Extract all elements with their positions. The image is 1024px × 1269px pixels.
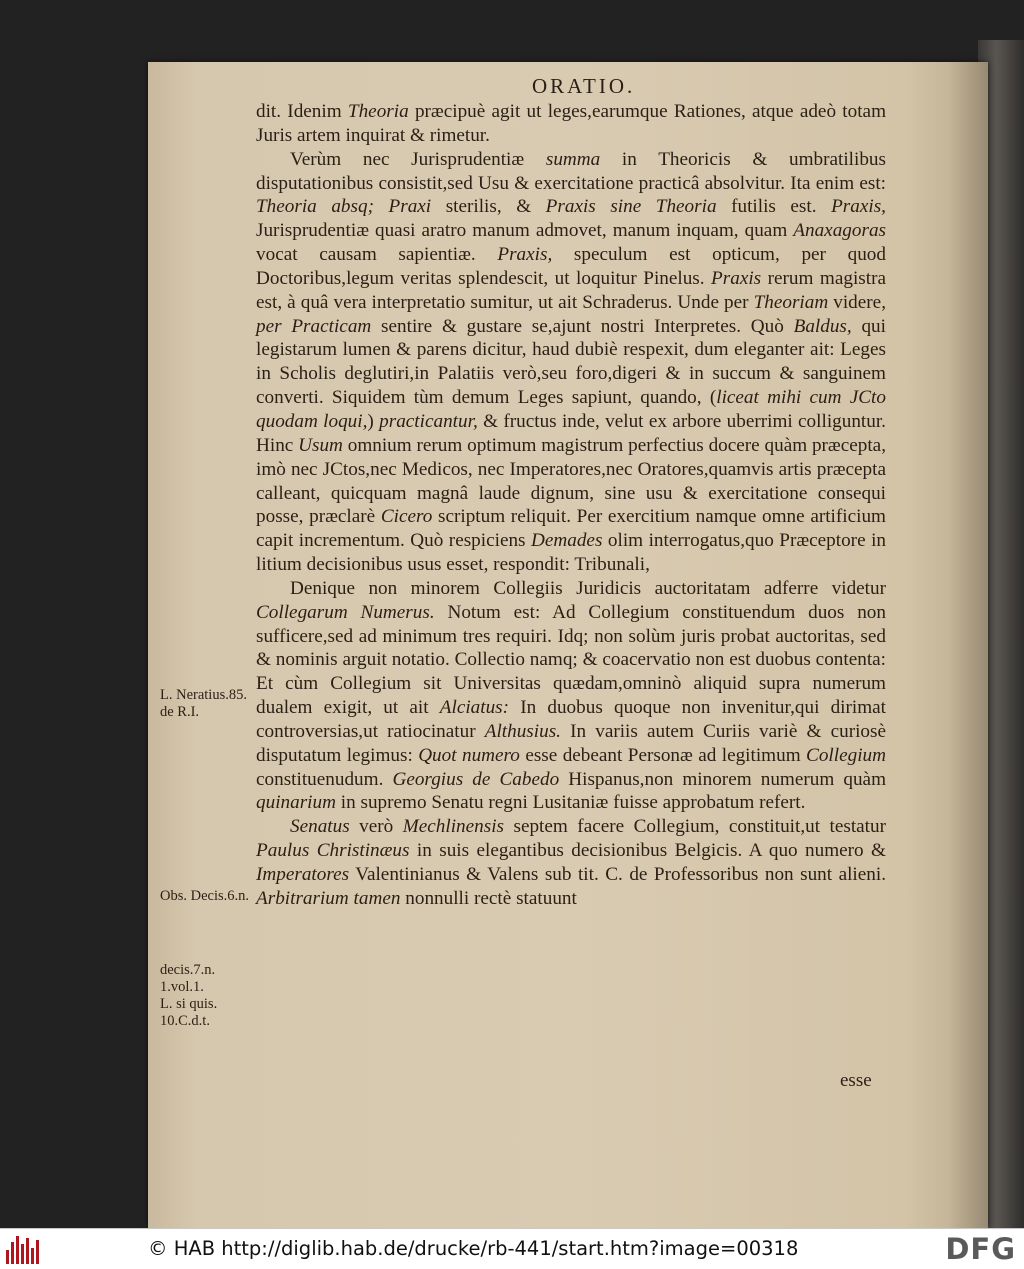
italic-run: Anaxagoras (793, 220, 886, 242)
paragraph: dit. Idenim Theoria præcipuè agit ut leges,earumque Rationes, atque adeò totam Juris artem inquirat & rimetur. (256, 101, 886, 146)
italic-run: Praxis, (497, 244, 553, 266)
italic-run: Baldus, (793, 315, 852, 337)
italic-run: Theoria (347, 101, 409, 122)
margin-note-line: L. Neratius.85. de R.I. (160, 687, 247, 720)
italic-run: Imperatores (256, 864, 350, 885)
main-text (256, 100, 886, 911)
italic-run: Mechlinensis (402, 816, 504, 838)
italic-run: Demades (531, 530, 603, 552)
italic-run: Theoriam (753, 291, 829, 313)
italic-run: Praxis, (831, 196, 886, 218)
italic-run: Praxis (711, 267, 762, 289)
italic-run: Alciatus: (439, 697, 510, 719)
italic-run: quinarium (256, 792, 336, 814)
italic-run: Quot numero (418, 744, 520, 766)
margin-note-line: decis.7.n. (160, 962, 216, 978)
italic-run: Collegarum Numerus. (256, 601, 435, 623)
margin-note-2 (160, 888, 252, 905)
italic-run: summa (545, 148, 601, 170)
margin-note-line: L. si quis. (160, 996, 218, 1012)
dfg-logo: DFG (945, 1232, 1016, 1266)
italic-run: Althusius. (484, 720, 561, 742)
paragraph: Denique non minorem Collegiis Juridicis auctoritatam adferre videtur Collegarum Numerus. Notum est: Ad Collegium constituendum duos non sufficere,sed ad minimum tres requiri. Idq; non solùm juris probat auctoritas, sed & nominis arguit notatio. Collectio namq; & coacervatio non est duobus contenta: Et cùm Collegium sit Universitas quædam,omninò aliquid supra numerum dualem exigit, ut ait Alciatus: In duobus quoque non invenitur,qui dirimat controversias,ut ratiocinatur Althusius. In variis autem Curiis variè & curiosè disputatum legimus: Quot numero esse debeant Personæ ad legitimum Collegium constituenudum. Georgius de Cabedo Hispanus,non minorem numerum quàm quinarium in supremo Senatu regni Lusitaniæ fuisse approbatum refert. (256, 577, 886, 814)
italic-run: Georgius de Cabedo (392, 768, 560, 790)
source-link[interactable]: © HAB http://diglib.hab.de/drucke/rb-441/start.htm?image=00318 (148, 1237, 799, 1260)
margin-note-line: 1.vol.1. (160, 979, 204, 995)
margin-note-3 (160, 962, 252, 1030)
italic-run: Cicero (380, 506, 433, 528)
hab-logo-icon (6, 1234, 40, 1264)
italic-run: Collegium (806, 744, 886, 766)
italic-run: practicantur, (379, 410, 478, 432)
margin-note-line: 10.C.d.t. (160, 1013, 210, 1029)
italic-run: Usum (298, 434, 343, 456)
margin-note-line: Obs. Decis.6.n. (160, 888, 250, 904)
italic-run: per Practicam (256, 315, 372, 337)
italic-run: Paulus Christinæus (256, 840, 410, 862)
paragraph: Verùm nec Jurisprudentiæ summa in Theoricis & umbratilibus disputationibus consistit,sed Usu & exercitatione practicâ absolvitur. Ita enim est: Theoria absq; Praxi sterilis, & Praxis sine Theoria futilis est. Praxis, Jurisprudentiæ quasi aratro manum admovet, manum inquam, quam Anaxagoras vocat causam sapientiæ. Praxis, speculum est opticum, per quod Doctoribus,legum veritas splendescit, ut loquitur Pinelus. Praxis rerum magistra est, à quâ vera interpretatio sumitur, ut ait Schraderus. Unde per Theoriam videre, per Practicam sentire & gustare se,ajunt nostri Interpretes. Quò Baldus, qui legistarum lumen & parens dicitur, haud dubiè respexit, dum eleganter ait: Leges in Scholis deglutiri,in Palatiis verò,seu foro,digeri & in succum & sanguinem converti. Siquidem tùm demum Leges sapiunt, quando, (liceat mihi cum JCto quodam loqui,) practicantur, & fructus inde, velut ex arbore uberrimi colliguntur. Hinc Usum omnium rerum optimum magistrum perfectius docere quàm præcepta, imò nec JCtos,nec Medicos, nec Imperatores,nec Oratores,quamvis artis præcepta calleant, quicquam magnâ laude dignum, sine usu & exercitatione consequi posse, præclarè Cicero scriptum reliquit. Per exercitium namque omne artificium capit incrementum. Quò respiciens Demades olim interrogatus,quo Præceptore in litium decisionibus usus esset, respondit: Tribunali, (256, 148, 886, 576)
italic-run: Senatus (290, 816, 350, 838)
italic-run: liceat mihi cum JCto quodam loqui, (256, 387, 886, 432)
paragraph: Senatus verò Mechlinensis septem facere Collegium, constituit,ut testatur Paulus Christinæus in suis elegantibus decisionibus Belgicis. A quo numero & Imperatores Valentinianus & Valens sub tit. C. de Professoribus non sunt alieni. Arbitrarium tamen nonnulli rectè statuunt (256, 816, 886, 909)
italic-run: Theoria absq; Praxi (256, 196, 432, 218)
footer-bar (0, 1228, 1024, 1269)
margin-note-1 (160, 687, 252, 721)
italic-run: Praxis sine Theoria (545, 196, 717, 218)
running-head: ORATIO. (532, 74, 636, 98)
italic-run: Arbitrarium tamen (256, 887, 401, 909)
catchword: esse (840, 1070, 872, 1091)
